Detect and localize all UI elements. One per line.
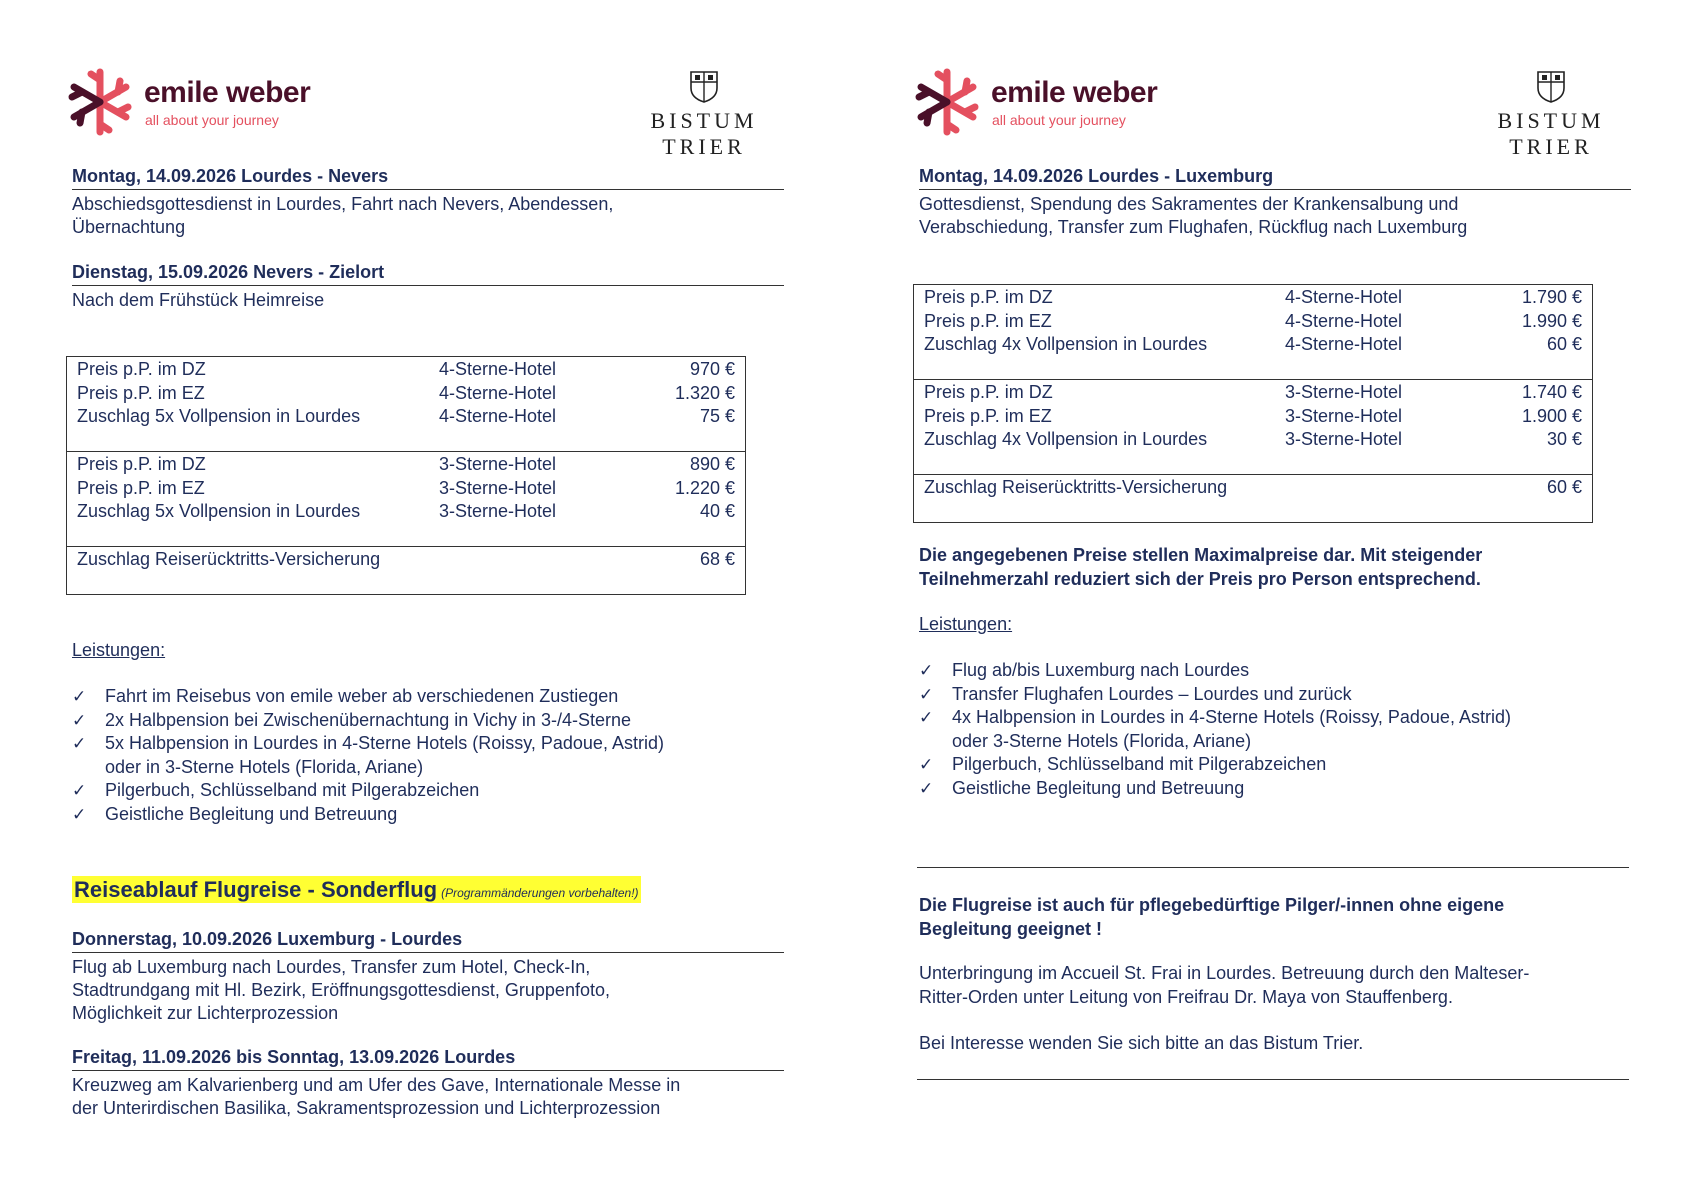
- price-group-3-star: [914, 380, 1592, 475]
- price-value: 40 €: [699, 501, 735, 521]
- price-row: [914, 476, 1592, 500]
- price-hotel: 4-Sterne-Hotel: [1285, 334, 1403, 354]
- price-label: Preis p.P. im DZ: [77, 454, 206, 474]
- day-description: [72, 193, 784, 239]
- price-label: Preis p.P. im EZ: [924, 310, 1052, 331]
- price-group-4-star: [914, 285, 1592, 380]
- price-value: 75 €: [699, 406, 735, 426]
- flight-section-title: [72, 877, 641, 903]
- price-value: 890 €: [689, 454, 735, 474]
- price-group-4-star: [67, 357, 745, 452]
- flight-note: (Programmänderungen vorbehalten!): [441, 886, 639, 900]
- day-line: Kreuzweg am Kalvarienberg und am Ufer des Gave, Internationale Messe in: [72, 1075, 681, 1095]
- day-line: Stadtrundgang mit Hl. Bezirk, Eröffnungsgottesdienst, Gruppenfoto,: [72, 980, 610, 1000]
- price-row: [914, 381, 1592, 405]
- price-hotel: 3-Sterne-Hotel: [439, 477, 557, 498]
- bistum-line2: TRIER: [1509, 134, 1593, 159]
- bistum-trier-logo: [642, 70, 766, 160]
- divider: [917, 867, 1629, 868]
- price-group-insurance: [67, 547, 745, 594]
- list-item-text: 4x Halbpension in Lourdes in 4-Sterne Hotels (Roissy, Padoue, Astrid): [952, 707, 1511, 727]
- list-item: [72, 803, 792, 827]
- price-hotel: 3-Sterne-Hotel: [1285, 405, 1403, 426]
- day-line: Verabschiedung, Transfer zum Flughafen, Rückflug nach Luxemburg: [919, 217, 1468, 237]
- note-line: Begleitung geeignet !: [919, 918, 1103, 939]
- price-label: Preis p.P. im EZ: [924, 405, 1052, 426]
- flight-title-highlight: [72, 876, 641, 903]
- note-line: Teilnehmerzahl reduziert sich der Preis pro Person entsprechend.: [919, 568, 1481, 589]
- day-description: [72, 1074, 784, 1120]
- note-line: Unterbringung im Accueil St. Frai in Lourdes. Betreuung durch den Malteser-: [919, 963, 1530, 983]
- price-hotel: 3-Sterne-Hotel: [439, 454, 557, 474]
- price-value: 1.790 €: [1521, 287, 1582, 307]
- list-item-text: Fahrt im Reisebus von emile weber ab verschiedenen Zustiegen: [105, 686, 619, 706]
- list-item: [72, 779, 792, 803]
- brand-tagline: all about your journey: [145, 112, 279, 128]
- day-heading: Montag, 14.09.2026 Lourdes - Nevers: [72, 166, 784, 190]
- price-row: [67, 382, 745, 406]
- price-hotel: 4-Sterne-Hotel: [439, 382, 557, 403]
- price-value: 60 €: [1546, 477, 1582, 497]
- brand-tagline: all about your journey: [992, 112, 1126, 128]
- price-row: [67, 405, 745, 429]
- list-item: [919, 683, 1639, 707]
- day-line: Abschiedsgottesdienst in Lourdes, Fahrt nach Nevers, Abendessen,: [72, 194, 614, 214]
- price-row: [67, 548, 745, 572]
- day-line: Übernachtung: [72, 217, 186, 237]
- checkmark-icon: ✓: [72, 734, 87, 753]
- list-item-text: Pilgerbuch, Schlüsselband mit Pilgerabzeichen: [952, 754, 1327, 774]
- list-item-text: 5x Halbpension in Lourdes in 4-Sterne Hotels (Roissy, Padoue, Astrid): [105, 733, 664, 753]
- price-table: [66, 356, 746, 595]
- price-table: [913, 284, 1593, 523]
- price-value: 1.320 €: [674, 382, 735, 403]
- day-block: [72, 166, 784, 239]
- price-row: [67, 358, 745, 382]
- bistum-line1: BISTUM: [650, 108, 758, 133]
- divider: [917, 1079, 1629, 1080]
- leistungen-list: [72, 685, 792, 826]
- day-block: [919, 166, 1631, 239]
- checkmark-icon: ✓: [72, 781, 87, 800]
- leistungen-title: Leistungen:: [919, 614, 1013, 634]
- day-description: [919, 193, 1631, 239]
- list-item: [919, 706, 1639, 753]
- crest-icon: [689, 70, 719, 104]
- price-label: Preis p.P. im DZ: [77, 359, 206, 379]
- max-price-note: [919, 544, 1639, 591]
- price-row: [914, 405, 1592, 429]
- checkmark-icon: ✓: [919, 755, 934, 774]
- emile-weber-logo: [64, 66, 364, 140]
- snowflake-logo-icon: [64, 66, 136, 138]
- note-line: Ritter-Orden unter Leitung von Freifrau Dr. Maya von Stauffenberg.: [919, 986, 1453, 1007]
- price-value: 1.220 €: [674, 477, 735, 498]
- price-label: Zuschlag Reiserücktritts-Versicherung: [924, 477, 1228, 497]
- brand-name: emile weber: [144, 76, 311, 109]
- price-row: [914, 310, 1592, 334]
- list-item-text: oder in 3-Sterne Hotels (Florida, Ariane): [105, 756, 424, 777]
- list-item: [919, 753, 1639, 777]
- price-hotel: 4-Sterne-Hotel: [439, 359, 557, 379]
- price-group-3-star: [67, 452, 745, 547]
- list-item-text: oder 3-Sterne Hotels (Florida, Ariane): [952, 730, 1252, 751]
- price-value: 1.900 €: [1521, 405, 1582, 426]
- price-label: Preis p.P. im EZ: [77, 382, 205, 403]
- bistum-trier-logo: [1489, 70, 1613, 160]
- leistungen-list: [919, 659, 1639, 800]
- price-row: [67, 477, 745, 501]
- list-item-text: 2x Halbpension bei Zwischenübernachtung in Vichy in 3-/4-Sterne: [105, 709, 631, 730]
- snowflake-logo-icon: [911, 66, 983, 138]
- day-line: Gottesdienst, Spendung des Sakramentes der Krankensalbung und: [919, 194, 1459, 214]
- day-heading: Dienstag, 15.09.2026 Nevers - Zielort: [72, 262, 784, 286]
- price-group-insurance: [914, 475, 1592, 522]
- price-label: Preis p.P. im EZ: [77, 477, 205, 498]
- list-item: [72, 685, 792, 709]
- price-label: Zuschlag 5x Vollpension in Lourdes: [77, 501, 361, 521]
- price-label: Preis p.P. im DZ: [924, 287, 1053, 307]
- price-hotel: 3-Sterne-Hotel: [439, 501, 557, 521]
- checkmark-icon: ✓: [919, 708, 934, 727]
- price-value: 970 €: [689, 359, 735, 379]
- day-line: Flug ab Luxemburg nach Lourdes, Transfer zum Hotel, Check-In,: [72, 957, 591, 977]
- price-value: 60 €: [1546, 334, 1582, 354]
- price-row: [914, 333, 1592, 357]
- left-page: [64, 0, 844, 1190]
- day-block: [72, 262, 784, 312]
- day-line: Möglichkeit zur Lichterprozession: [72, 1003, 339, 1023]
- price-label: Zuschlag Reiserücktritts-Versicherung: [77, 549, 381, 569]
- bistum-line2: TRIER: [662, 134, 746, 159]
- price-value: 30 €: [1546, 429, 1582, 449]
- day-heading: Freitag, 11.09.2026 bis Sonntag, 13.09.2026 Lourdes: [72, 1047, 784, 1071]
- crest-icon: [1536, 70, 1566, 104]
- price-label: Preis p.P. im DZ: [924, 382, 1053, 402]
- brand-name: emile weber: [991, 76, 1158, 109]
- price-label: Zuschlag 4x Vollpension in Lourdes: [924, 429, 1208, 449]
- accommodation-note: [919, 962, 1639, 1009]
- list-item: [919, 659, 1639, 683]
- list-item-text: Flug ab/bis Luxemburg nach Lourdes: [952, 660, 1250, 680]
- price-value: 68 €: [699, 549, 735, 569]
- checkmark-icon: ✓: [72, 687, 87, 706]
- checkmark-icon: ✓: [919, 778, 934, 798]
- list-item: [72, 709, 792, 733]
- price-hotel: 4-Sterne-Hotel: [1285, 310, 1403, 331]
- day-block: [72, 1047, 784, 1120]
- day-description: [72, 289, 784, 312]
- price-row: [67, 500, 745, 524]
- day-heading: Montag, 14.09.2026 Lourdes - Luxemburg: [919, 166, 1631, 190]
- day-block: [72, 929, 784, 1025]
- checkmark-icon: ✓: [72, 804, 87, 824]
- list-item: [919, 777, 1639, 801]
- price-row: [67, 453, 745, 477]
- price-row: [914, 428, 1592, 452]
- price-hotel: 3-Sterne-Hotel: [1285, 429, 1403, 449]
- price-value: 1.990 €: [1521, 310, 1582, 331]
- price-hotel: 4-Sterne-Hotel: [439, 406, 557, 426]
- day-description: [72, 956, 784, 1025]
- price-label: Zuschlag 5x Vollpension in Lourdes: [77, 406, 361, 426]
- contact-note: Bei Interesse wenden Sie sich bitte an das Bistum Trier.: [919, 1033, 1364, 1053]
- checkmark-icon: ✓: [72, 710, 87, 730]
- day-line: Nach dem Frühstück Heimreise: [72, 290, 325, 310]
- emile-weber-logo: [911, 66, 1211, 140]
- note-line: Die Flugreise ist auch für pflegebedürftige Pilger/-innen ohne eigene: [919, 895, 1505, 915]
- list-item-text: Geistliche Begleitung und Betreuung: [952, 777, 1245, 798]
- list-item: [72, 732, 792, 779]
- list-item-text: Transfer Flughafen Lourdes – Lourdes und zurück: [952, 683, 1352, 704]
- list-item-text: Geistliche Begleitung und Betreuung: [105, 803, 398, 824]
- bistum-line1: BISTUM: [1497, 108, 1605, 133]
- price-hotel: 4-Sterne-Hotel: [1285, 287, 1403, 307]
- price-label: Zuschlag 4x Vollpension in Lourdes: [924, 334, 1208, 354]
- price-hotel: 3-Sterne-Hotel: [1285, 382, 1403, 402]
- price-value: 1.740 €: [1521, 382, 1582, 402]
- day-line: der Unterirdischen Basilika, Sakramentsprozession und Lichterprozession: [72, 1098, 661, 1118]
- day-heading: Donnerstag, 10.09.2026 Luxemburg - Lourdes: [72, 929, 784, 953]
- checkmark-icon: ✓: [919, 684, 934, 704]
- price-row: [914, 286, 1592, 310]
- flight-title: Reiseablauf Flugreise - Sonderflug: [74, 877, 438, 902]
- care-note: [919, 894, 1639, 941]
- note-line: Die angegebenen Preise stellen Maximalpreise dar. Mit steigender: [919, 545, 1483, 565]
- right-page: [911, 0, 1684, 1190]
- leistungen-title: Leistungen:: [72, 640, 166, 660]
- checkmark-icon: ✓: [919, 661, 934, 680]
- list-item-text: Pilgerbuch, Schlüsselband mit Pilgerabzeichen: [105, 780, 480, 800]
